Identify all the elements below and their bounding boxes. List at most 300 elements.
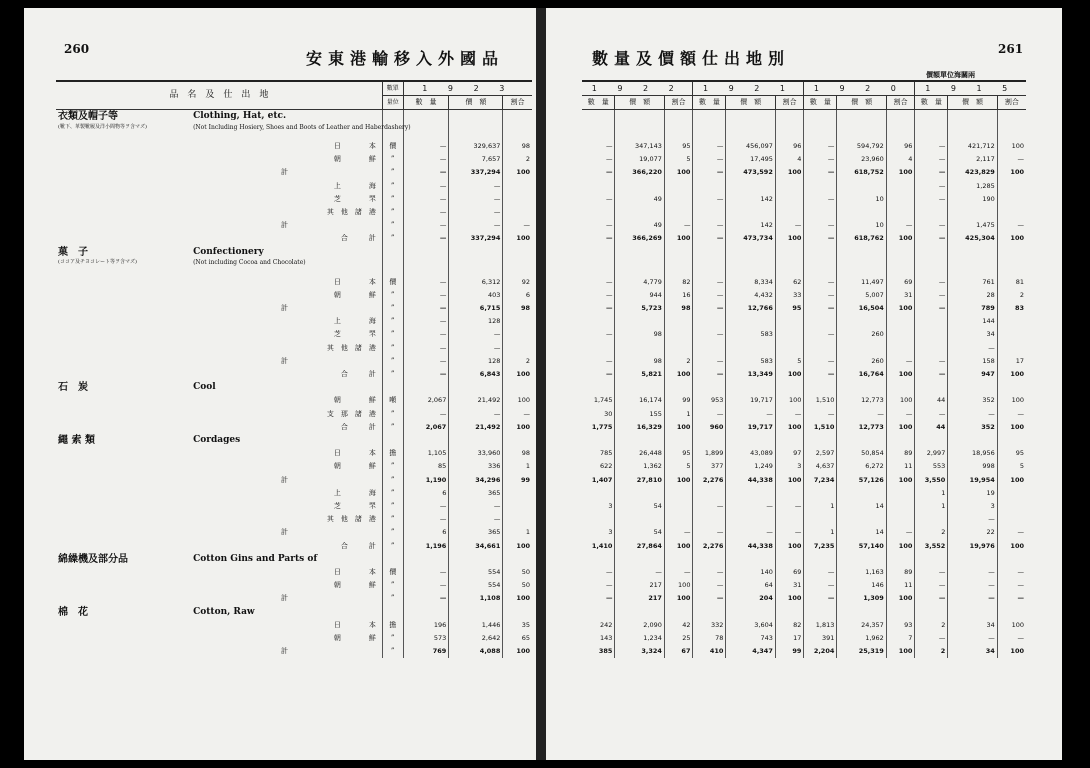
value-cell: — bbox=[403, 368, 449, 381]
qty-header-0: 數 量 bbox=[582, 96, 615, 110]
value-cell: 618,752 bbox=[837, 166, 886, 179]
value-cell: 19,976 bbox=[948, 540, 997, 553]
value-cell: 95 bbox=[664, 140, 693, 153]
value-cell: 423,829 bbox=[948, 166, 997, 179]
value-cell: 16,174 bbox=[615, 394, 664, 407]
value-cell bbox=[775, 193, 804, 206]
value-cell: — bbox=[948, 592, 997, 605]
value-cell: — bbox=[403, 219, 449, 232]
value-cell bbox=[503, 328, 532, 341]
table-row bbox=[56, 500, 532, 513]
value-cell: 6 bbox=[403, 526, 449, 539]
value-cell: 473,734 bbox=[726, 232, 775, 245]
value-cell: — bbox=[997, 408, 1026, 421]
value-cell: 146 bbox=[837, 579, 886, 592]
value-cell: 89 bbox=[886, 447, 915, 460]
value-unit-note: 價額單位海關兩 bbox=[926, 70, 975, 79]
value-cell: 100 bbox=[886, 166, 915, 179]
value-cell: 352 bbox=[948, 421, 997, 434]
value-cell: 99 bbox=[775, 645, 804, 658]
source-cell bbox=[191, 566, 382, 579]
source-label: 其 他 諸 港 bbox=[326, 515, 376, 524]
value-cell: 743 bbox=[726, 632, 775, 645]
source-cell bbox=[191, 460, 382, 473]
unit-cell: ” bbox=[382, 180, 403, 193]
value-cell: — bbox=[948, 566, 997, 579]
value-cell bbox=[915, 206, 948, 219]
value-cell: 2,642 bbox=[449, 632, 503, 645]
table-row bbox=[56, 276, 532, 289]
value-cell: — bbox=[775, 219, 804, 232]
value-cell bbox=[804, 487, 837, 500]
value-cell: 142 bbox=[726, 219, 775, 232]
value-cell: 365 bbox=[449, 526, 503, 539]
value-cell: — bbox=[605, 567, 613, 576]
value-cell: 1,105 bbox=[403, 447, 449, 460]
table-row bbox=[582, 619, 1026, 632]
commodity-cell bbox=[56, 232, 191, 245]
value-cell: — bbox=[804, 566, 837, 579]
value-cell: 17 bbox=[997, 355, 1026, 368]
table-row bbox=[56, 219, 532, 232]
value-cell: 27,810 bbox=[615, 474, 664, 487]
value-cell: — bbox=[693, 500, 726, 513]
value-cell: — bbox=[997, 592, 1026, 605]
unit-cell: ” bbox=[382, 206, 403, 219]
value-cell: 98 bbox=[503, 302, 532, 315]
table-row bbox=[582, 645, 1026, 658]
value-cell bbox=[886, 513, 915, 526]
value-cell: — bbox=[693, 408, 726, 421]
commodity-cell bbox=[56, 355, 191, 368]
table-row bbox=[582, 289, 1026, 302]
value-cell: 67 bbox=[664, 645, 693, 658]
value-cell: — bbox=[693, 276, 726, 289]
table-row bbox=[56, 153, 532, 166]
value-cell: 69 bbox=[775, 566, 804, 579]
source-cell bbox=[191, 219, 382, 232]
commodity-cell bbox=[56, 219, 191, 232]
table-row bbox=[56, 289, 532, 302]
value-cell bbox=[615, 606, 664, 619]
value-cell bbox=[582, 315, 615, 328]
unit-cell: ” bbox=[382, 408, 403, 421]
source-cell bbox=[191, 513, 382, 526]
commodity-cell bbox=[56, 526, 191, 539]
value-cell: 128 bbox=[449, 355, 503, 368]
value-cell: 337,294 bbox=[449, 166, 503, 179]
source-cell bbox=[191, 342, 382, 355]
unit-cell bbox=[382, 606, 403, 619]
table-row bbox=[582, 232, 1026, 245]
table-row bbox=[56, 606, 532, 619]
value-cell bbox=[837, 342, 886, 355]
table-row bbox=[582, 540, 1026, 553]
value-cell bbox=[582, 487, 615, 500]
unit-cell: ” bbox=[382, 579, 403, 592]
value-cell: 761 bbox=[948, 276, 997, 289]
value-cell: 16,329 bbox=[615, 421, 664, 434]
value-cell bbox=[693, 246, 726, 276]
qty-header-1: 數 量 bbox=[693, 96, 726, 110]
value-cell: 573 bbox=[403, 632, 449, 645]
value-cell: 2 bbox=[503, 153, 532, 166]
source-cell bbox=[191, 180, 382, 193]
table-row bbox=[56, 566, 532, 579]
value-cell: 144 bbox=[948, 315, 997, 328]
value-cell bbox=[997, 110, 1026, 140]
commodity-cell bbox=[56, 513, 191, 526]
table-row bbox=[582, 381, 1026, 394]
value-cell: — bbox=[693, 219, 726, 232]
table-row bbox=[582, 206, 1026, 219]
value-cell bbox=[503, 500, 532, 513]
value-cell bbox=[615, 180, 664, 193]
value-cell bbox=[948, 246, 997, 276]
value-cell: — bbox=[804, 368, 837, 381]
value-cell bbox=[775, 246, 804, 276]
value-cell: 19 bbox=[948, 487, 997, 500]
value-cell: 10 bbox=[837, 219, 886, 232]
value-cell: — bbox=[693, 592, 726, 605]
value-cell: 6,843 bbox=[449, 368, 503, 381]
source-label: 計 bbox=[280, 594, 288, 603]
value-cell bbox=[582, 434, 615, 447]
value-cell bbox=[693, 606, 726, 619]
value-cell: 31 bbox=[775, 579, 804, 592]
value-cell: 28 bbox=[948, 289, 997, 302]
value-cell: 2,597 bbox=[804, 447, 837, 460]
table-row bbox=[582, 434, 1026, 447]
source-cell bbox=[191, 474, 382, 487]
value-cell bbox=[726, 315, 775, 328]
value-cell bbox=[582, 246, 615, 276]
value-cell: — bbox=[693, 232, 726, 245]
value-cell: 204 bbox=[726, 592, 775, 605]
year-1923-header: 1 9 2 3 bbox=[403, 81, 532, 96]
value-cell: — bbox=[403, 566, 449, 579]
value-cell bbox=[582, 381, 615, 394]
value-cell: 5 bbox=[664, 153, 693, 166]
value-cell: 2 bbox=[915, 645, 948, 658]
value-cell: 217 bbox=[615, 579, 664, 592]
table-row bbox=[582, 447, 1026, 460]
source-cell bbox=[191, 276, 382, 289]
value-cell: 3 bbox=[948, 500, 997, 513]
commodity-cell bbox=[56, 645, 191, 658]
value-cell: 100 bbox=[503, 394, 532, 407]
value-cell bbox=[726, 206, 775, 219]
value-cell: — bbox=[449, 342, 503, 355]
right-page-number: 261 bbox=[998, 42, 1024, 56]
value-cell: — bbox=[804, 276, 837, 289]
value-cell: 50,854 bbox=[837, 447, 886, 460]
value-cell: 421,712 bbox=[948, 140, 997, 153]
value-cell bbox=[997, 487, 1026, 500]
value-cell bbox=[693, 434, 726, 447]
value-cell: 100 bbox=[997, 140, 1026, 153]
value-cell: 100 bbox=[503, 368, 532, 381]
value-cell: — bbox=[997, 566, 1026, 579]
value-cell bbox=[615, 246, 664, 276]
value-cell: — bbox=[997, 579, 1026, 592]
value-cell bbox=[997, 193, 1026, 206]
source-cell bbox=[191, 606, 382, 619]
commodity-cell bbox=[56, 579, 191, 592]
value-cell: — bbox=[948, 513, 997, 526]
commodity-cell bbox=[56, 487, 191, 500]
unit-cell: ” bbox=[382, 355, 403, 368]
value-cell: — bbox=[403, 500, 449, 513]
value-cell: 158 bbox=[948, 355, 997, 368]
unit-cell: ” bbox=[382, 368, 403, 381]
value-cell: 1,813 bbox=[804, 619, 837, 632]
value-cell: 100 bbox=[664, 579, 693, 592]
source-cell bbox=[191, 487, 382, 500]
source-cell bbox=[191, 540, 382, 553]
value-cell: — bbox=[449, 500, 503, 513]
value-cell: — bbox=[449, 513, 503, 526]
value-cell: 1,899 bbox=[693, 447, 726, 460]
value-cell: 100 bbox=[664, 421, 693, 434]
unit-cell: ” bbox=[382, 421, 403, 434]
value-cell bbox=[693, 342, 726, 355]
value-cell: 1,962 bbox=[837, 632, 886, 645]
value-cell: 554 bbox=[449, 579, 503, 592]
value-cell: — bbox=[915, 219, 948, 232]
value-cell: 24,357 bbox=[837, 619, 886, 632]
source-label: 朝 鮮 bbox=[333, 396, 376, 405]
value-cell: 100 bbox=[775, 474, 804, 487]
value-cell bbox=[886, 500, 915, 513]
value-cell: 69 bbox=[886, 276, 915, 289]
value-cell: 1,446 bbox=[449, 619, 503, 632]
value-cell: — bbox=[605, 303, 613, 312]
value-cell: 6,715 bbox=[449, 302, 503, 315]
table-row bbox=[582, 421, 1026, 434]
value-cell: — bbox=[605, 221, 613, 230]
value-cell: — bbox=[605, 594, 613, 603]
value-cell: 6,272 bbox=[837, 460, 886, 473]
table-row bbox=[582, 460, 1026, 473]
table-row bbox=[56, 193, 532, 206]
value-cell: 3,550 bbox=[915, 474, 948, 487]
value-cell: — bbox=[403, 315, 449, 328]
value-cell: 50 bbox=[503, 566, 532, 579]
unit-cell: 擔 bbox=[382, 447, 403, 460]
unit-cell: ” bbox=[382, 526, 403, 539]
item-header: 品 名 及 仕 出 地 bbox=[56, 81, 382, 110]
unit-cell: ” bbox=[382, 460, 403, 473]
table-row bbox=[56, 368, 532, 381]
value-cell: 12,766 bbox=[726, 302, 775, 315]
value-cell: — bbox=[804, 592, 837, 605]
value-cell: 34,296 bbox=[449, 474, 503, 487]
value-cell: 1 bbox=[804, 500, 837, 513]
commodity-cell bbox=[56, 140, 191, 153]
value-cell: 22 bbox=[948, 526, 997, 539]
value-cell bbox=[693, 381, 726, 394]
value-cell: 100 bbox=[503, 592, 532, 605]
left-table bbox=[56, 80, 532, 658]
table-row bbox=[582, 153, 1026, 166]
value-cell bbox=[837, 606, 886, 619]
value-cell: — bbox=[915, 166, 948, 179]
source-cell bbox=[191, 421, 382, 434]
table-row bbox=[582, 500, 1026, 513]
value-cell: 1,362 bbox=[615, 460, 664, 473]
value-cell: — bbox=[693, 289, 726, 302]
value-cell: — bbox=[605, 581, 613, 590]
unit-cell: ” bbox=[382, 342, 403, 355]
value-cell bbox=[615, 110, 664, 140]
source-label: 日 本 bbox=[333, 568, 376, 576]
unit-cell: ” bbox=[382, 513, 403, 526]
value-cell: — bbox=[693, 368, 726, 381]
value-cell: 2,090 bbox=[615, 619, 664, 632]
value-cell bbox=[503, 180, 532, 193]
source-cell bbox=[191, 553, 382, 566]
value-cell bbox=[726, 381, 775, 394]
value-cell: 100 bbox=[997, 474, 1026, 487]
value-cell: — bbox=[915, 592, 948, 605]
value-cell bbox=[582, 180, 615, 193]
value-cell bbox=[693, 110, 726, 140]
value-cell bbox=[775, 487, 804, 500]
value-cell: — bbox=[726, 500, 775, 513]
value-cell: 960 bbox=[693, 421, 726, 434]
table-row bbox=[582, 474, 1026, 487]
value-cell: 5 bbox=[997, 460, 1026, 473]
value-cell: 100 bbox=[997, 421, 1026, 434]
value-cell bbox=[775, 328, 804, 341]
value-cell: — bbox=[804, 219, 837, 232]
commodity-cell bbox=[56, 193, 191, 206]
value-cell: 953 bbox=[693, 394, 726, 407]
value-cell: 4 bbox=[775, 153, 804, 166]
source-cell bbox=[191, 381, 382, 394]
value-cell: 155 bbox=[615, 408, 664, 421]
value-cell: 6 bbox=[503, 289, 532, 302]
commodity-cell bbox=[56, 553, 191, 566]
value-cell: — bbox=[615, 566, 664, 579]
value-cell: — bbox=[726, 526, 775, 539]
commodity-cell bbox=[56, 408, 191, 421]
value-cell bbox=[886, 246, 915, 276]
value-cell bbox=[582, 553, 615, 566]
value-cell: — bbox=[403, 342, 449, 355]
value-cell bbox=[915, 553, 948, 566]
value-cell: — bbox=[693, 526, 726, 539]
value-cell: 100 bbox=[886, 592, 915, 605]
qty-header: 數 量 bbox=[403, 96, 449, 110]
source-label: 合 計 bbox=[340, 369, 376, 378]
value-cell bbox=[664, 513, 693, 526]
unit-cell: ” bbox=[382, 328, 403, 341]
table-row bbox=[582, 180, 1026, 193]
commodity-cell bbox=[56, 434, 191, 447]
value-cell: — bbox=[804, 328, 837, 341]
value-cell: 100 bbox=[503, 645, 532, 658]
value-cell: 30 bbox=[604, 409, 613, 418]
source-cell bbox=[191, 328, 382, 341]
share-header-2: 割合 bbox=[886, 96, 915, 110]
source-label: 其 他 諸 港 bbox=[326, 343, 376, 352]
value-cell: 336 bbox=[449, 460, 503, 473]
table-row bbox=[56, 180, 532, 193]
value-cell bbox=[582, 606, 615, 619]
unit-cell: ” bbox=[382, 632, 403, 645]
value-cell bbox=[997, 606, 1026, 619]
year-header-2: 1 9 2 0 bbox=[804, 81, 915, 96]
value-cell bbox=[997, 434, 1026, 447]
value-cell: 4,779 bbox=[615, 276, 664, 289]
unit-cell: ” bbox=[382, 315, 403, 328]
value-cell: 769 bbox=[403, 645, 449, 658]
value-cell: 5,007 bbox=[837, 289, 886, 302]
value-cell: 365 bbox=[449, 487, 503, 500]
table-row bbox=[582, 140, 1026, 153]
value-cell: 100 bbox=[664, 166, 693, 179]
value-cell bbox=[615, 315, 664, 328]
value-cell: 5,723 bbox=[615, 302, 664, 315]
value-cell bbox=[804, 180, 837, 193]
table-row bbox=[56, 540, 532, 553]
source-label: 上 海 bbox=[333, 317, 376, 326]
value-cell: 5,821 bbox=[615, 368, 664, 381]
commodity-name-jp: 衣類及帽子等 bbox=[58, 111, 118, 123]
table-row bbox=[56, 487, 532, 500]
value-cell: 5 bbox=[775, 355, 804, 368]
share-header-0: 割合 bbox=[664, 96, 693, 110]
value-cell: 242 bbox=[600, 620, 613, 629]
value-cell: 100 bbox=[886, 474, 915, 487]
value-cell: 64 bbox=[726, 579, 775, 592]
value-cell bbox=[664, 381, 693, 394]
table-row bbox=[56, 328, 532, 341]
value-cell: — bbox=[804, 140, 837, 153]
value-cell: 6 bbox=[403, 487, 449, 500]
value-cell: — bbox=[915, 193, 948, 206]
commodity-cell bbox=[56, 447, 191, 460]
value-cell bbox=[664, 606, 693, 619]
value-cell: 96 bbox=[886, 140, 915, 153]
unit-cell: 價 bbox=[382, 566, 403, 579]
value-cell bbox=[403, 606, 449, 619]
value-cell bbox=[997, 246, 1026, 276]
value-cell: 2,067 bbox=[403, 421, 449, 434]
value-cell: — bbox=[605, 234, 613, 243]
value-cell: 98 bbox=[615, 355, 664, 368]
value-cell: 1,234 bbox=[615, 632, 664, 645]
value-cell: 21,492 bbox=[449, 394, 503, 407]
value-cell bbox=[693, 206, 726, 219]
value-cell: 1,510 bbox=[804, 394, 837, 407]
value-cell: — bbox=[804, 408, 837, 421]
value-cell: 1 bbox=[503, 526, 532, 539]
value-cell: 19,717 bbox=[726, 421, 775, 434]
value-cell: 100 bbox=[886, 645, 915, 658]
value-cell bbox=[664, 342, 693, 355]
qty-header-2: 數 量 bbox=[804, 96, 837, 110]
table-row bbox=[56, 474, 532, 487]
source-label: 計 bbox=[280, 647, 288, 656]
commodity-cell bbox=[56, 606, 191, 619]
value-cell: 11,497 bbox=[837, 276, 886, 289]
value-cell bbox=[449, 381, 503, 394]
value-cell: — bbox=[915, 408, 948, 421]
value-cell bbox=[503, 487, 532, 500]
